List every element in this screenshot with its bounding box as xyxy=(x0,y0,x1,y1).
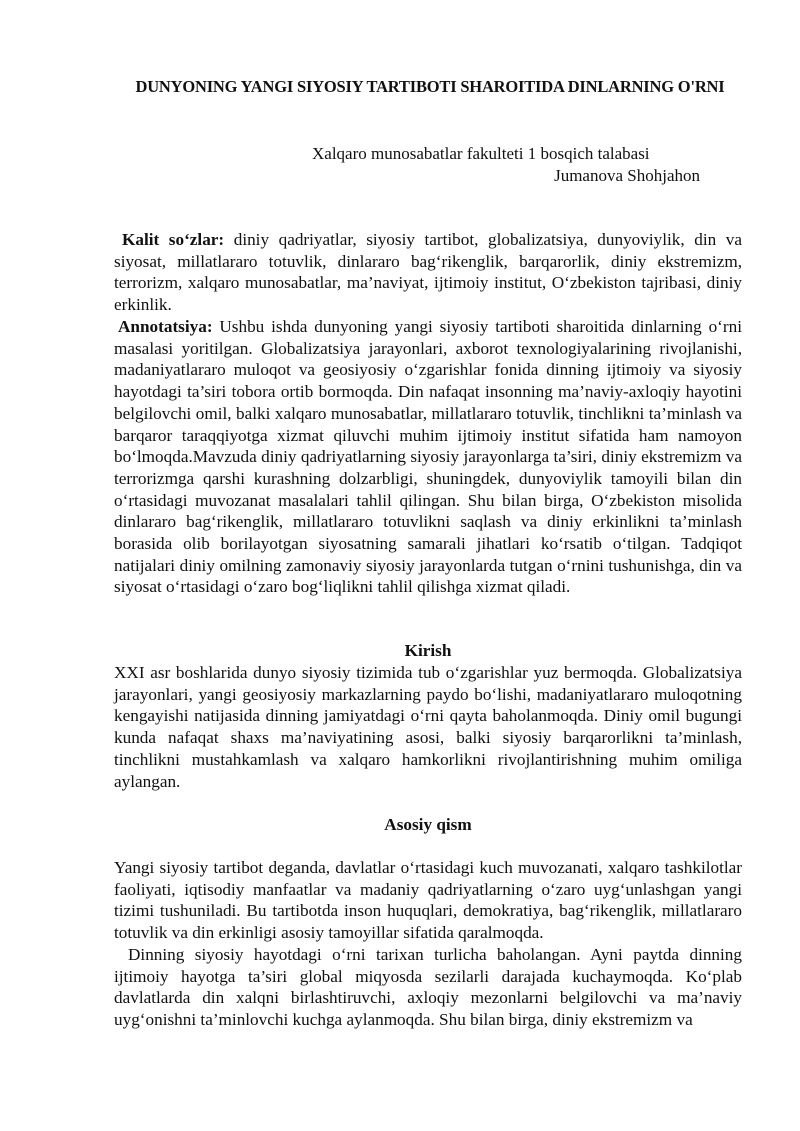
intro-heading: Kirish xyxy=(404,641,452,660)
main-paragraph-1: Yangi siyosiy tartibot deganda, davlatlar o‘rtasidagi kuch muvozanati, xalqaro tashkilotlar faoliyati, iqtisodiy manfaatlar va madaniy qadriyatlarning o‘zaro uyg‘unlashgan yangi tizimi tushuniladi. Bu tartibotda inson huquqlari, demokratiya, bag‘rikenglik, millatlararo totuvlik va din erkinligi asosiy tamoyillar sifatida qaralmoqda. xyxy=(114,858,742,943)
intro-paragraph: XXI asr boshlarida dunyo siyosiy tizimida tub o‘zgarishlar yuz bermoqda. Globalizatsiya jarayonlari, yangi geosiyosiy markazlarning paydo bo‘lishi, madaniyatlararo muloqotning kengayishi natijasida dinning jamiyatdagi o‘rni qayta baholanmoqda. Diniy omil bugungi kunda nafaqat shaxs ma’naviyatining asosi, balki siyosiy barqarorlikni ta’minlash, tinchlikni mustahkamlash va xalqaro hamkorlikni rivojlantirishning muhim omiliga aylangan. xyxy=(114,663,742,791)
main-section xyxy=(114,857,742,1031)
abstract-text: Ushbu ishda dunyoning yangi siyosiy tartiboti sharoitida dinlarning o‘rni masalasi yoritilgan. Globalizatsiya jarayonlari, axborot texnologiyalarining rivojlanishi, madaniyatlararo muloqot va geosiyosiy o‘zgarishlar fonida dinning ijtimoiy va siyosiy hayotdagi ta’siri tobora ortib bormoqda. Din nafaqat insonning ma’naviy-axloqiy hayotini belgilovchi omil, balki xalqaro munosabatlar, millatlararo totuvlik, tinchlikni ta’minlash va barqaror taraqqiyotga xizmat qiluvchi muhim ijtimoiy institut sifatida ham namoyon bo‘lmoqda.Mavzuda diniy qadriyatlarning siyosiy jarayonlarga ta’siri, diniy ekstremizm va terrorizmga qarshi kurashning dolzarbligi, shuningdek, dunyoviylik tamoyili bilan din o‘rtasidagi muvozanat masalalari tahlil qilingan. Shu bilan birga, O‘zbekiston misolida dinlararo bag‘rikenglik, millatlararo totuvlikni saqlash va diniy erkinlikni ta’minlash borasida olib borilayotgan siyosatning samarali jihatlari ko‘rsatib o‘tilgan. Tadqiqot natijalari diniy omilning zamonaviy siyosiy jarayonlarda tutgan o‘rnini tushunishga, din va siyosat o‘rtasidagi o‘zaro bog‘liqlikni tahlil qilishga xizmat qiladi. xyxy=(114,317,742,597)
intro-section xyxy=(114,662,742,792)
author-name: Jumanova Shohjahon xyxy=(554,166,700,185)
author-block xyxy=(300,143,700,187)
main-paragraph-2: Dinning siyosiy hayotdagi o‘rni tarixan turlicha baholangan. Ayni paytda dinning ijtimoiy hayotga ta’siri global miqyosda sezilarli darajada kuchaymoqda. Ko‘plab davlatlarda din xalqni birlashtiruvchi, axloqiy mezonlarni belgilovchi va ma’naviy uyg‘onishni ta’minlovchi kuchga aylanmoqda. Shu bilan birga, diniy ekstremizm va xyxy=(114,944,742,1029)
abstract-paragraph xyxy=(114,316,742,598)
keywords-section xyxy=(114,229,742,316)
keywords-label: Kalit so‘zlar: xyxy=(122,230,225,249)
main-heading: Asosiy qism xyxy=(384,815,472,834)
author-affiliation: Xalqaro munosabatlar fakulteti 1 bosqich talabasi xyxy=(312,144,650,163)
keywords-paragraph xyxy=(114,229,742,316)
abstract-section xyxy=(114,316,742,598)
keywords-text: diniy qadriyatlar, siyosiy tartibot, globalizatsiya, dunyoviylik, din va siyosat, millatlararo totuvlik, dinlararo bag‘rikenglik, barqarorlik, diniy ekstremizm, terrorizm, xalqaro munosabatlar, ma’naviyat, ijtimoiy institut, O‘zbekiston tajribasi, diniy erkinlik. xyxy=(114,230,742,315)
paper-title: DUNYONING YANGI SIYOSIY TARTIBOTI SHAROITIDA DINLARNING O'RNI xyxy=(135,77,725,96)
abstract-label: Annotatsiya: xyxy=(118,317,213,336)
